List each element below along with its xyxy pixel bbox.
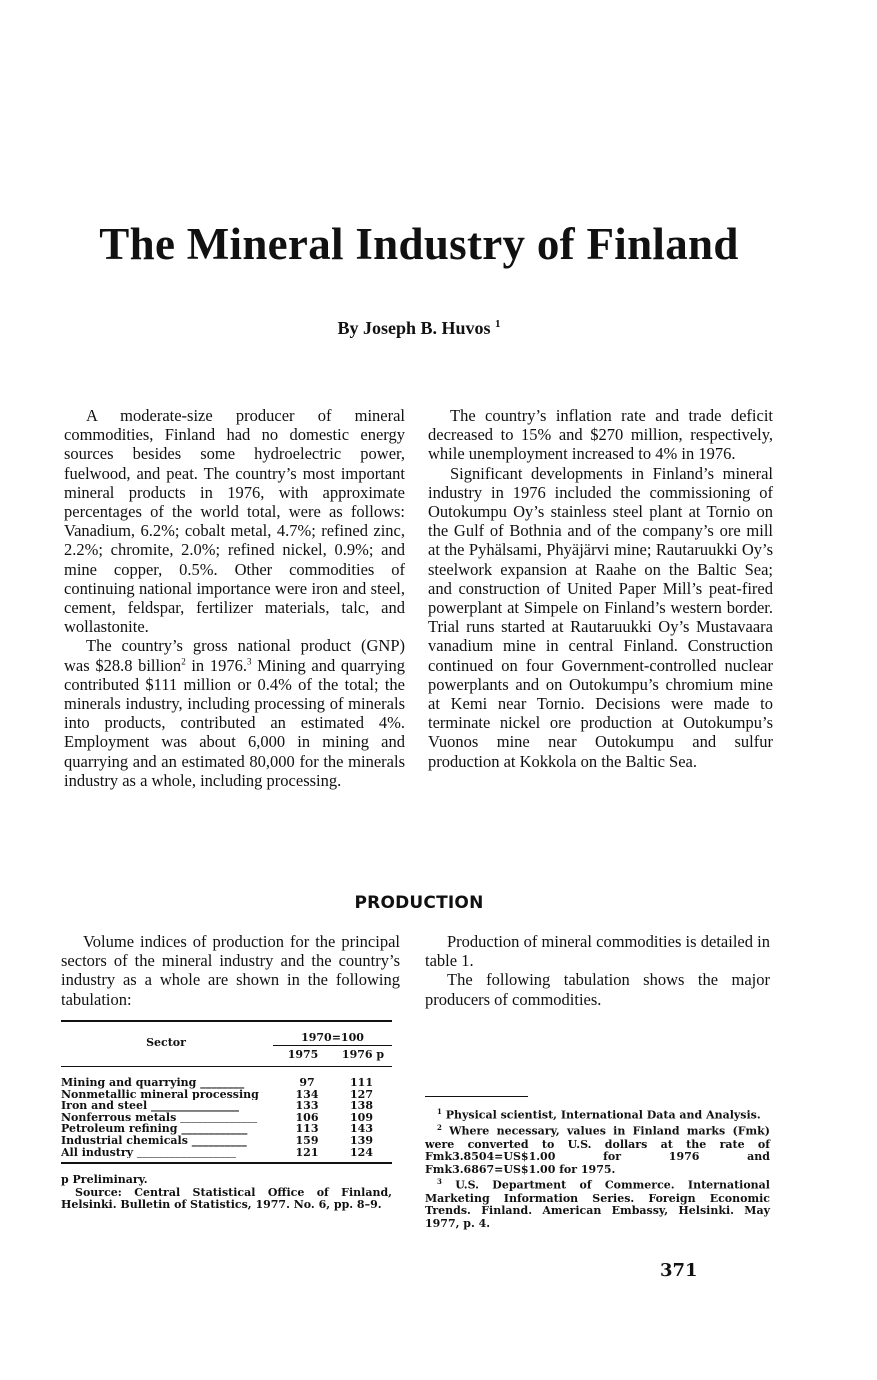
gnp-text-mid: in 1976. [185,655,247,675]
column-header-1976: 1976 p [341,1048,385,1061]
cell-1976: 109 [350,1110,373,1124]
gnp-text-end: Mining and quarrying contributed $111 million or 0.4% of the total; the minerals industry, including processing of minerals into products, contributed an estimated 4%. Employment was about 6,000 in mining and quarrying and an estimated 80,000 for the minerals industry as a whole, including processing. [64,655,405,790]
cell-sector: All industry __________________ [61,1146,236,1159]
table-row [61,1123,392,1135]
paragraph-developments: Significant developments in Finland’s mineral industry in 1976 included the commissioning of Outokumpu Oy’s stainless steel plant at Tornio on the Gulf of Bothnia and of the company’s ore mill at the Pyhälsami, Phyäjärvi mine; Rautaruukki Oy’s steelwork expansion at Raahe on the Baltic Sea; and construction of United Paper Mill’s peat-fired powerplant at Simpele on Finland’s western border. Trial runs started at Rautaruukki Oy’s Mustavaara vanadium mine in central Finland. Construction continued on four Government-controlled nuclear powerplants and on Outokumpu’s chromium mine at Kemi near Tornio. Decisions were made to terminate nickel ore production at Outokumpu’s Vuonos mine near Outokumpu and sulfur production at Kokkola on the Baltic Sea. [428,463,773,771]
table-row [61,1077,392,1089]
cell-1976: 143 [350,1122,373,1136]
table-row [61,1100,392,1112]
cell-sector: Petroleum refining ____________ [61,1123,248,1135]
column-header-sector: Sector [146,1036,186,1049]
column-header-1975: 1975 [287,1048,319,1061]
cell-1976: 111 [350,1076,373,1089]
cell-1975: 159 [295,1133,319,1147]
section-heading-production: PRODUCTION [354,893,484,913]
footnote-mark: 3 [437,1177,442,1187]
table-row [61,1089,392,1101]
footnote-mark: 1 [437,1107,442,1116]
footnote [425,1176,770,1230]
table-bottom-rule [61,1162,392,1164]
footnote-text: Where necessary, values in Finland marks (Fmk) were converted to U.S. dollars at the rate of Fmk3.8504=US$1.00 for 1976 and Fmk3.6867=US$1.00 for 1975. [425,1124,770,1176]
table-header [61,1022,392,1066]
footnote-mark: 2 [437,1123,442,1133]
author-name: By Joseph B. Huvos [337,318,491,338]
paragraph-volume-indices: Volume indices of production for the principal sectors of the mineral industry and the country’s industry as a whole are shown in the following tabulation: [61,932,400,1009]
footnote-rule [425,1096,528,1097]
cell-1976: 124 [350,1145,373,1159]
paragraph-overview: A moderate-size producer of mineral commodities, Finland had no domestic energy sources besides some hydroelectric power, fuelwood, and peat. The country’s most important mineral products in 1976, with approximate percentages of the world total, were as follows: Vanadium, 6.2%; cobalt metal, 4.7%; refined zinc, 2.2%; chromite, 2.0%; refined nickel, 0.9%; and mine copper, 0.5%. Other commodities of continuing national importance were iron and steel, cement, feldspar, fertilizer materials, talc, and wollastonite. [64,406,405,637]
cell-sector: Mining and quarrying ________ [61,1077,245,1089]
cell-sector: Nonferrous metals ______________ [61,1111,258,1124]
footnotes [425,1106,770,1230]
cell-1976: 139 [350,1133,373,1147]
cell-1975: 113 [295,1122,319,1136]
cell-1975: 97 [299,1076,315,1089]
cell-sector: Industrial chemicals __________ [61,1134,247,1147]
cell-1976: 138 [350,1099,373,1113]
table-row [61,1135,392,1147]
table-row [61,1147,392,1159]
intro-column-left [64,406,405,790]
paragraph-inflation: The country’s inflation rate and trade deficit decreased to 15% and $270 million, respectively, while unemployment increased to 4% in 1976. [428,406,773,464]
cell-sector: Nonmetallic mineral processing [61,1088,259,1101]
cell-1975: 121 [295,1145,319,1159]
cell-1976: 127 [350,1087,373,1101]
footnote-text: U.S. Department of Commerce. International Marketing Information Series. Foreign Economic Trends. Finland. American Embassy, Helsinki. May 1977, p. 4. [425,1178,770,1230]
table-source: Source: Central Statistical Office of Finland, Helsinki. Bulletin of Statistics, 1977. No. 6, pp. 8–9. [61,1185,392,1212]
production-column-right [425,932,770,1009]
cell-1975: 134 [295,1087,319,1101]
cell-1975: 106 [295,1110,319,1124]
gnp-text-start: The country’s gross national product (GNP) was $28.8 billion [64,636,405,675]
footnote-mark: 2 [181,656,186,667]
cell-1975: 133 [295,1099,319,1113]
column-header-base: 1970=100 [273,1031,392,1046]
cell-sector: Iron and steel ________________ [61,1100,240,1112]
paragraph-table-ref: Production of mineral commodities is detailed in table 1. [425,932,770,971]
intro-column-right [428,406,773,771]
paragraph-gnp [64,636,405,790]
footnote-mark: 3 [246,656,252,667]
production-index-table [61,1020,392,1212]
table-note-preliminary: p Preliminary. [61,1173,148,1187]
table-notes [61,1174,392,1212]
paragraph-major-producers: The following tabulation shows the major producers of commodities. [425,970,770,1009]
page-number: 371 [660,1260,698,1281]
table-body [61,1067,392,1162]
footnote [425,1122,770,1176]
footnote [425,1106,770,1122]
table-row [61,1112,392,1124]
production-column-left [61,932,400,1009]
author-byline [0,318,838,339]
footnote-text: Physical scientist, International Data and Analysis. [445,1108,761,1122]
page-title: The Mineral Industry of Finland [99,219,739,269]
footnote-mark: 1 [495,318,501,330]
